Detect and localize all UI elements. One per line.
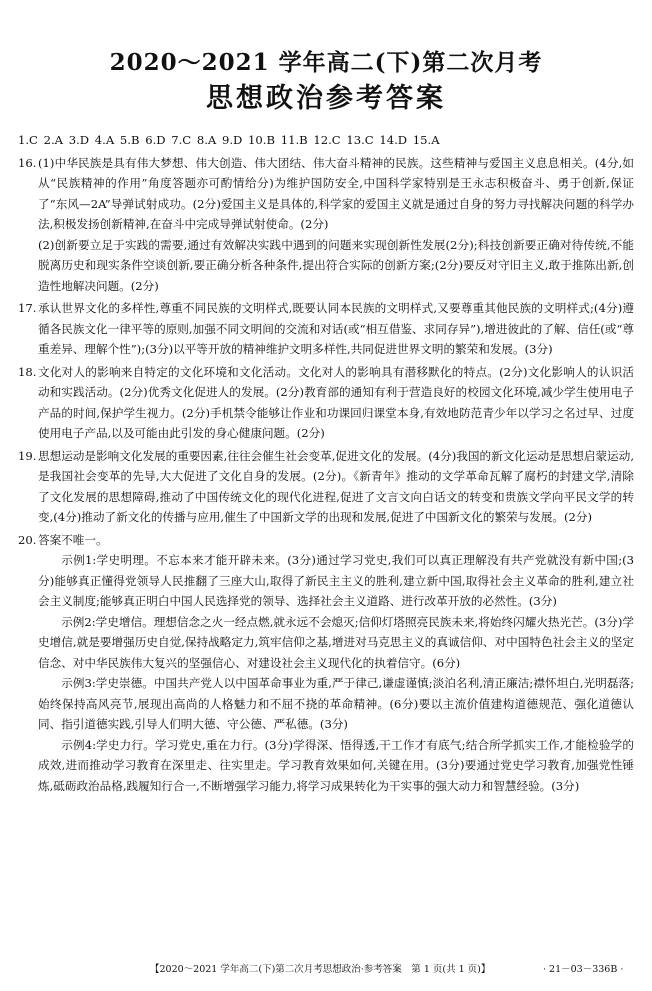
example-paragraph: 示例2:学史增信。理想信念之火一经点燃,就永远不会熄灭;信仰灯塔照亮民族未来,将始终闪耀火热光芒。(3分)学史增信,就是要增强历史自觉,保持战略定力,筑牢信仰之基,增进对马克思主义的真诚信仰、对中国特色社会主义的坚定信念、对中华民族伟大复兴的坚强信心、对建设社会主义现代化的执着信守。(6分) — [38, 614, 634, 670]
question-body — [38, 153, 634, 297]
choice-answer: 14.D — [379, 133, 408, 147]
choice-answer: 5.B — [119, 133, 140, 147]
answer-paragraph: 承认世界文化的多样性,尊重不同民族的文明样式,既要认同本民族的文明样式,又要尊重其他民族的文明样式;(4分)遵循各民族文化一律平等的原则,加强不同文明间的交流和对话(或“相互借鉴、求同存异”),增进彼此的了解、信任(或“尊重差异、理解个性”);(3分)以平等开放的精神维护文明多样性,共同促进世界文明的繁荣和发展。(3分) — [38, 301, 634, 356]
choice-answer: 11.B — [280, 133, 308, 147]
choice-answer: 9.D — [222, 133, 243, 147]
footer-page-info: 【2020～2021 学年高二(下)第二次月考思想政治·参考答案 第 1 页(共 1 页)】 — [150, 964, 491, 975]
answer-paragraph: (1)中华民族是具有伟大梦想、伟大创造、伟大团结、伟大奋斗精神的民族。这些精神与爱国主义息息相关。(4分,如从“民族精神的作用”角度答题亦可酌情给分)为维护国防安全,中国科学家特别是王永志积极奋斗、勇于创新,保证了“东风—2A”导弹试射成功。(2分)爱国主义是具体的,科学家的爱国主义就是通过自身的努力寻找解决问题的科学办法,积极发扬创新精神,在奋斗中完成导弹试射使命。(2分) — [38, 155, 634, 231]
choice-answer: 3.D — [68, 133, 90, 147]
choice-answer: 15.A — [412, 133, 440, 147]
example-paragraph: 示例3:学史崇德。中国共产党人以中国革命事业为重,严于律己,谦虚谨慎;淡泊名利,清正廉洁;襟怀坦白,光明磊落;始终保持高风亮节,展现出高尚的人格魅力和不屈不挠的革命精神。(6分)要以主流价值建构道德规范、强化道德认同、指引道德实践,引导人们明大德、守公德、严私德。(3分) — [38, 676, 634, 731]
choice-answer: 1.C — [18, 133, 38, 147]
choice-answer: 8.A — [196, 133, 217, 147]
answer-paragraph: (2)创新要立足于实践的需要,通过有效解决实践中遇到的问题来实现创新性发展(2分);科技创新要正确对待传统,不能脱离历史和现实条件空谈创新,要正确分析各种条件,提出符合实际的创新方案;(2分)要反对守旧主义,敢于推陈出新,创造性地解决问题。(2分) — [38, 237, 634, 293]
question-20 — [18, 530, 634, 797]
answer-paragraph: 思想运动是影响文化发展的重要因素,往往会催生社会变革,促进文化的发展。(4分)我国的新文化运动是思想启蒙运动,是我国社会变革的先导,大大促进了文化自身的发展。(2分)。《新青年》推动的文学革命瓦解了腐朽的封建文学,清除了文化发展的思想障碍,推动了中国传统文化的现代化进程,促进了文言文向白话文的转变和贵族文学向平民文学的转变,(4分)推动了新文化的传播与应用,催生了中国新文学的出现和发展,促进了中国新文化的繁荣与发展。(2分) — [38, 448, 634, 524]
question-number: 19. — [18, 448, 37, 463]
choice-answer: 4.A — [94, 133, 115, 147]
question-number: 20. — [18, 532, 37, 547]
example-paragraph: 示例1:学史明理。不忘本来才能开辟未来。(3分)通过学习党史,我们可以真正理解没有共产党就没有新中国;(3分)能够真正懂得党领导人民推翻了三座大山,取得了新民主主义的胜利,建立新中国,取得社会主义革命的胜利,建立社会主义制度;能够真正明白中国人民选择党的领导、选择社会主义道路、进行改革开放的必然性。(3分) — [38, 553, 634, 608]
title-line-2: 思想政治参考答案 — [206, 83, 446, 114]
question-16 — [18, 153, 634, 297]
question-19 — [18, 446, 634, 528]
question-body — [38, 530, 634, 797]
choice-answer: 12.C — [313, 133, 341, 147]
choice-answer: 13.C — [346, 133, 374, 147]
question-number: 18. — [18, 364, 37, 379]
choice-answer: 6.D — [145, 133, 166, 147]
choice-answer: 7.C — [171, 133, 192, 147]
choice-answer: 2.A — [43, 133, 64, 147]
question-18 — [18, 362, 634, 444]
choice-answer: 10.B — [248, 133, 276, 147]
choice-answers — [18, 130, 634, 151]
answer-paragraph: 文化对人的影响来自特定的文化环境和文化活动。文化对人的影响具有潜移默化的特点。(2分)文化影响人的认识活动和实践活动。(2分)优秀文化促进人的发展。(2分)教育部的通知有利于营造良好的校园文化环境,减少学生使用电子产品的时间,保护学生视力。(2分)手机禁令能够让作业和功课回归课堂本身,有效地防范青少年以学习之名过早、过度使用电子产品,以及可能由此引发的身心健康问题。(2分) — [38, 364, 634, 440]
question-17 — [18, 298, 634, 360]
question-number: 17. — [18, 301, 37, 315]
answer-intro: 答案不唯一。 — [38, 532, 108, 547]
footer-code: · 21－03－336B · — [543, 964, 624, 975]
title-line-1: 2020～2021 学年高二(下)第二次月考 — [109, 49, 543, 76]
answer-content — [18, 130, 634, 796]
question-number: 16. — [18, 155, 37, 170]
example-paragraph: 示例4:学史力行。学习党史,重在力行。(3分)学得深、悟得透,干工作才有底气;结合所学抓实工作,才能检验学的成效,进而推动学习教育在深里走、往实里走。学习教育效果如何,关键在用。(3分)要通过党史学习教育,加强党性锤炼,砥砺政治品格,践履知行合一,不断增强学习能力,将学习成果转化为干实事的强大动力和智慧经验。(3分) — [38, 737, 634, 793]
